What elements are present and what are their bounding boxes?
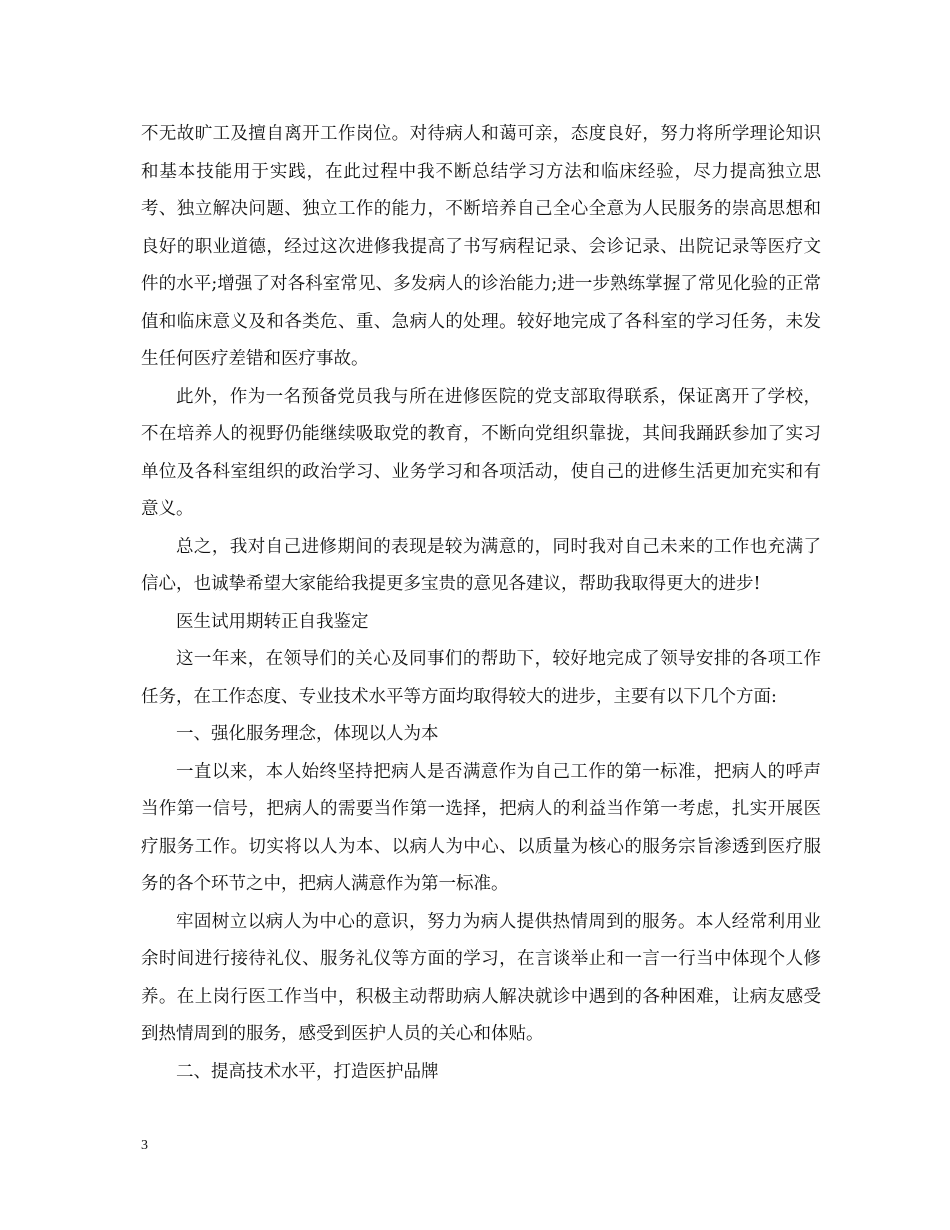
paragraph-3: 总之，我对自己进修期间的表现是较为满意的，同时我对自己未来的工作也充满了信心，也诚挚希望大家能给我提更多宝贵的意见各建议，帮助我取得更大的进步! bbox=[141, 536, 821, 594]
paragraph-5: 这一年来，在领导们的关心及同事们的帮助下，较好地完成了领导安排的各项工作任务，在工作态度、专业技术水平等方面均取得较大的进步，主要有以下几个方面: bbox=[141, 649, 821, 707]
page-number: 3 bbox=[141, 1138, 148, 1153]
document-body bbox=[141, 116, 821, 1091]
section-title: 医生试用期转正自我鉴定 bbox=[176, 611, 369, 632]
paragraph-7: 一直以来，本人始终坚持把病人是否满意作为自己工作的第一标准，把病人的呼声当作第一信号，把病人的需要当作第一选择，把病人的利益当作第一考虑，扎实开展医疗服务工作。切实将以人为本、以病人为中心、以质量为核心的服务宗旨渗透到医疗服务的各个环节之中，把病人满意作为第一标准。 bbox=[141, 761, 821, 894]
heading-1: 一、强化服务理念，体现以人为本 bbox=[176, 724, 439, 744]
paragraph-1: 不无故旷工及擅自离开工作岗位。对待病人和蔼可亲，态度良好，努力将所学理论知识和基本技能用于实践，在此过程中我不断总结学习方法和临床经验，尽力提高独立思考、独立解决问题、独立工作的能力，不断培养自己全心全意为人民服务的崇高思想和良好的职业道德，经过这次进修我提高了书写病程记录、会诊记录、出院记录等医疗文件的水平;增强了对各科室常见、多发病人的诊治能力;进一步熟练掌握了常见化验的正常值和临床意义及和各类危、重、急病人的处理。较好地完成了各科室的学习任务，未发生任何医疗差错和医疗事故。 bbox=[141, 124, 821, 369]
paragraph-2: 此外，作为一名预备党员我与所在进修医院的党支部取得联系，保证离开了学校，不在培养人的视野仍能继续吸取党的教育，不断向党组织靠拢，其间我踊跃参加了实习单位及各科室组织的政治学习、业务学习和各项活动，使自己的进修生活更加充实和有意义。 bbox=[141, 386, 821, 519]
paragraph-8: 牢固树立以病人为中心的意识，努力为病人提供热情周到的服务。本人经常利用业余时间进行接待礼仪、服务礼仪等方面的学习，在言谈举止和一言一行当中体现个人修养。在上岗行医工作当中，积极主动帮助病人解决就诊中遇到的各种困难，让病友感受到热情周到的服务，感受到医护人员的关心和体贴。 bbox=[141, 911, 821, 1044]
heading-2: 二、提高技术水平，打造医护品牌 bbox=[176, 1061, 439, 1082]
